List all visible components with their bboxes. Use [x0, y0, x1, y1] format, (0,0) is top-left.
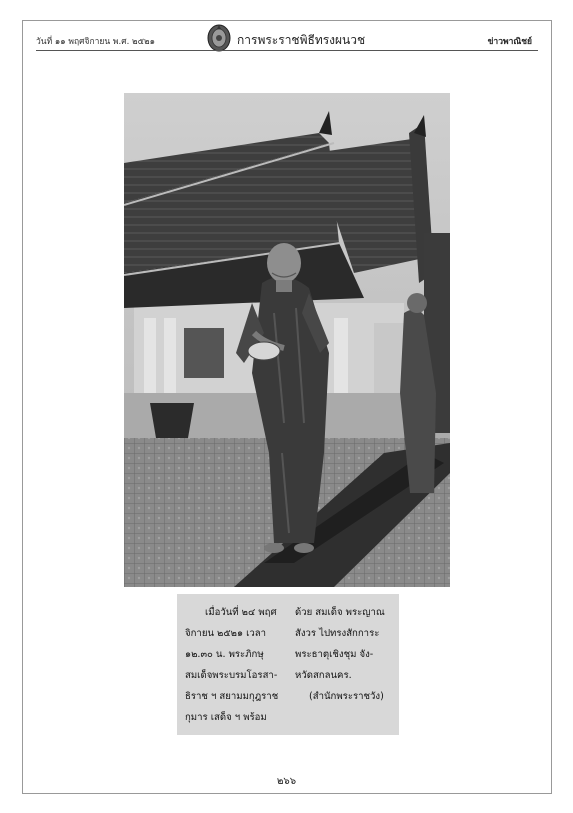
- caption-line: ธิราช ฯ สยามมกุฎราช: [185, 691, 279, 702]
- page-number: ๒๖๖: [276, 776, 297, 787]
- caption-line: หวัดสกลนคร.: [295, 670, 352, 681]
- monk-photograph: [124, 93, 450, 587]
- caption-credit: (สำนักพระราชวัง): [309, 691, 384, 702]
- caption-line: สังวร ไปทรงสักการะ: [295, 628, 380, 639]
- caption-line: สมเด็จพระบรมโอรสา-: [185, 670, 278, 681]
- caption-box: [177, 594, 399, 735]
- page-header: [36, 22, 536, 52]
- header-publication: ข่าวพาณิชย์: [487, 37, 532, 47]
- photograph-image: [124, 93, 450, 587]
- header-date: วันที่ ๑๑ พฤศจิกายน พ.ศ. ๒๕๒๑: [36, 37, 156, 47]
- caption-line: ๑๒.๓๐ น. พระภิกษุ: [185, 649, 264, 660]
- caption-line: ด้วย สมเด็จ พระญาณ: [295, 607, 385, 618]
- header-title: การพระราชพิธีทรงผนวช: [237, 33, 366, 47]
- royal-emblem-icon: [206, 22, 232, 52]
- caption-line: จิกายน ๒๕๒๑ เวลา: [185, 628, 267, 639]
- header-rule: [36, 50, 538, 51]
- caption-line: เมื่อวันที่ ๒๔ พฤศ: [205, 607, 277, 618]
- caption-line: พระธาตุเชิงชุม จัง-: [295, 649, 374, 660]
- caption-left-column: [185, 602, 278, 728]
- caption-right-column: [295, 602, 385, 707]
- caption-line: กุมาร เสด็จ ฯ พร้อม: [185, 712, 267, 723]
